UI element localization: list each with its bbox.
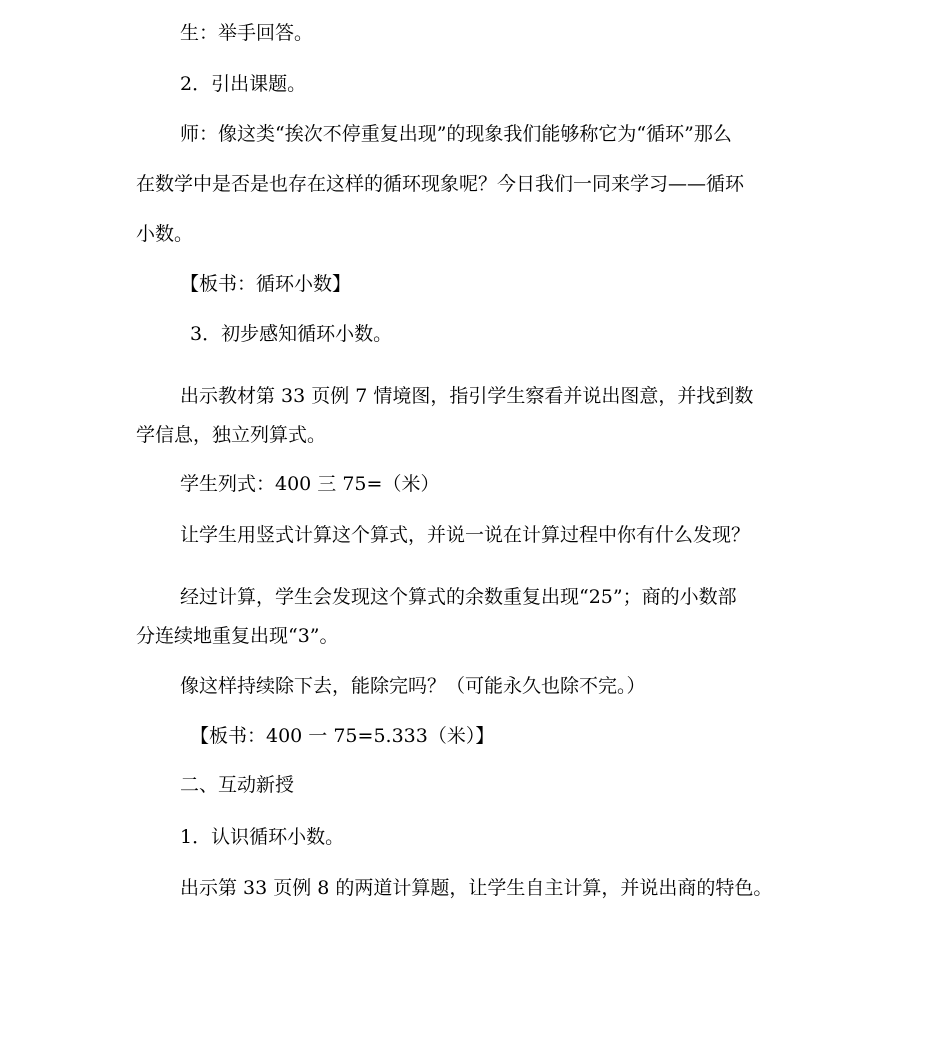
paragraph-textbook-line-1: 出示教材第 33 页例 7 情境图，指引学生察看并说出图意，并找到数 xyxy=(180,385,754,407)
paragraph-teacher-line-1: 师：像这类“挨次不停重复出现”的现象我们能够称它为“循环”那么 xyxy=(180,123,732,145)
paragraph-vertical-calc: 让学生用竖式计算这个算式，并说一说在计算过程中你有什么发现？ xyxy=(180,524,751,546)
paragraph-example-8: 出示第 33 页例 8 的两道计算题，让学生自主计算，并说出商的特色。 xyxy=(180,877,773,899)
paragraph-continue-divide: 像这样持续除下去，能除完吗？（可能永久也除不完。） xyxy=(180,675,646,697)
paragraph-discovery-line-2: 分连续地重复出现“3”。 xyxy=(136,625,339,647)
blackboard-note-title: 【板书：循环小数】 xyxy=(180,273,352,295)
paragraph-discovery-line-1: 经过计算，学生会发现这个算式的余数重复出现“25”；商的小数部 xyxy=(180,586,737,608)
paragraph-textbook-line-2: 学信息，独立列算式。 xyxy=(136,424,327,446)
paragraph-introduce-topic: 2．引出课题。 xyxy=(180,73,307,95)
paragraph-teacher-line-3: 小数。 xyxy=(136,223,194,245)
paragraph-teacher-line-2: 在数学中是否是也存在这样的循环现象呢？今日我们一同来学习——循环 xyxy=(136,173,745,195)
paragraph-initial-perception: 3．初步感知循环小数。 xyxy=(190,323,393,345)
paragraph-student-formula: 学生列式：400 三 75=（米） xyxy=(180,473,440,495)
paragraph-student-answer: 生：举手回答。 xyxy=(180,22,314,44)
blackboard-note-formula: 【板书：400 一 75=5.333（米）】 xyxy=(190,725,495,747)
paragraph-recognize-decimals: 1．认识循环小数。 xyxy=(180,826,345,848)
section-heading-new-teaching: 二、互动新授 xyxy=(180,774,295,796)
